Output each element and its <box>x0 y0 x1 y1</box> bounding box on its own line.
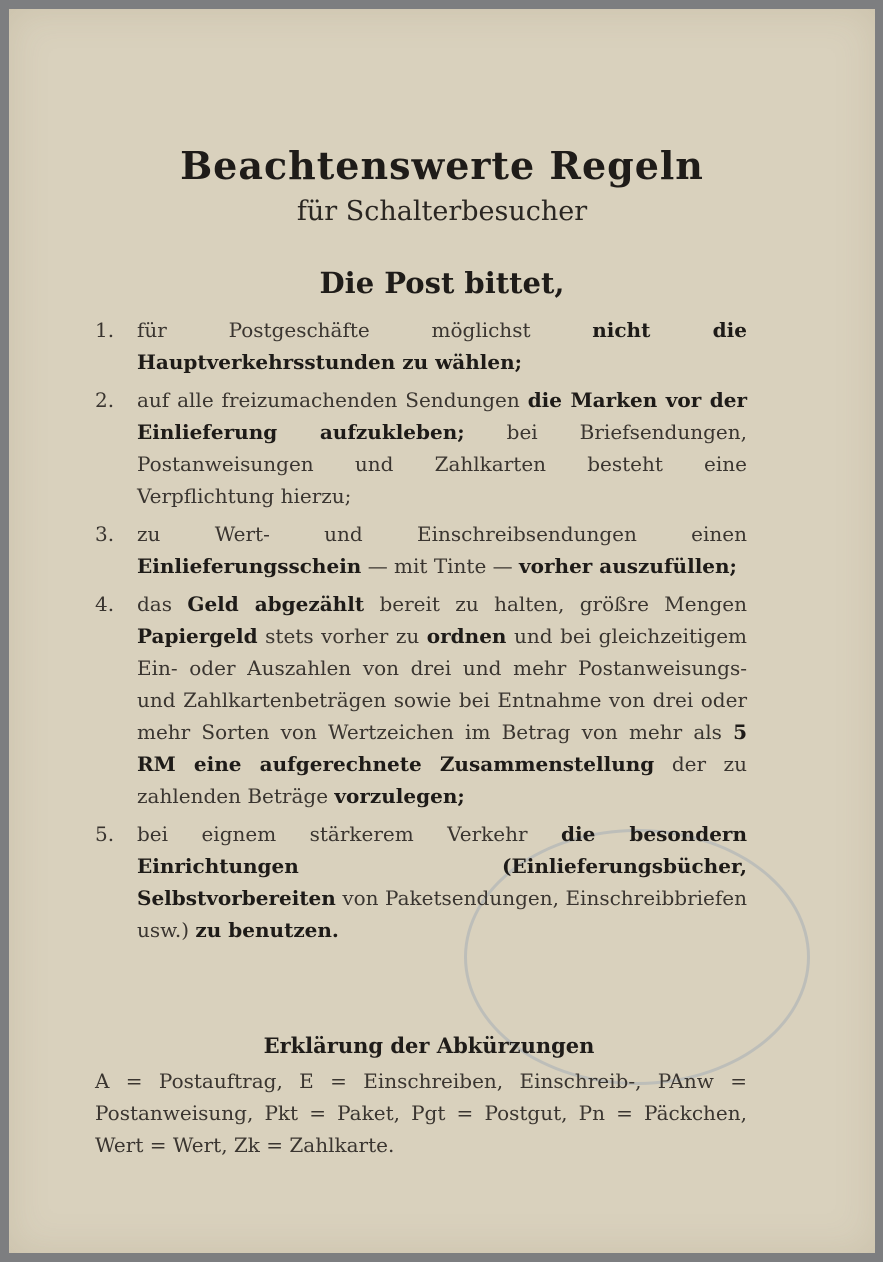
rule-text-part-bold: vorher auszufüllen; <box>519 554 737 578</box>
document-subtitle: für Schalterbesucher <box>296 196 588 227</box>
rule-text-part-bold: die Marken vor der Einlieferung aufzukleben; <box>137 388 748 444</box>
rule-text-part: von Paketsendungen, Einschreibbriefen usw.) <box>137 886 747 942</box>
rule-text <box>137 314 747 378</box>
rule-text-part: bereit zu halten, größre Mengen <box>364 592 747 616</box>
document-title: Beachtenswerte Regeln <box>180 143 704 188</box>
rule-text-part-bold: Geld abgezählt <box>187 592 365 616</box>
abbreviations-section <box>95 1029 747 1161</box>
rule-number: 3. <box>95 522 115 546</box>
document-sheet <box>9 9 875 1253</box>
rule-item-2 <box>95 384 747 512</box>
rule-number: 2. <box>95 388 115 412</box>
rule-item-5 <box>95 818 747 946</box>
rule-text <box>137 384 747 512</box>
abbreviations-text: A = Postauftrag, E = Einschreiben, Einschreib-, PAnw = Postanweisung, Pkt = Paket, Pgt = Postgut, Pn = Päckchen, Wert = Wert, Zk = Zahlkarte. <box>95 1069 747 1157</box>
rules-list <box>95 314 747 952</box>
rule-text-part: bei eignem stärkerem Verkehr <box>137 822 562 846</box>
rule-text-part: bei Briefsendungen, Postanweisungen und Zahlkarten besteht eine Verpflichtung hierzu; <box>137 420 747 508</box>
rule-text <box>137 518 747 582</box>
rule-text-part-bold: 5 RM eine aufgerechnete Zusammenstellung <box>137 720 747 776</box>
rule-text-part: — mit Tinte — <box>361 554 520 578</box>
document-content <box>9 9 875 1253</box>
rule-item-1 <box>95 314 747 378</box>
rule-text-part-bold: ordnen <box>426 624 507 648</box>
rule-number: 4. <box>95 592 115 616</box>
rule-text <box>137 588 747 812</box>
rule-text-part-bold: die besondern Einrichtungen (Einlieferungsbücher, Selbstvorbereiten <box>137 822 748 910</box>
rule-text <box>137 818 747 946</box>
rule-text-part-bold: vorzulegen; <box>334 784 465 808</box>
rule-text-part: das <box>137 592 188 616</box>
rule-text-part: und bei gleichzeitigem Ein- oder Auszahlen von drei und mehr Postanweisungs- und Zahlkartenbeträgen sowie bei Entnahme von drei oder mehr Sorten von Wertzeichen im Betrag von mehr als <box>137 624 747 744</box>
rule-number: 5. <box>95 822 115 846</box>
rule-text-part-bold: zu benutzen. <box>195 918 339 942</box>
rule-text-part-bold: nicht die Hauptverkehrsstunden zu wählen; <box>137 318 747 374</box>
rule-text-part: der zu zahlenden Beträge <box>137 752 747 808</box>
rule-text-part: für Postgeschäfte möglichst <box>137 318 593 342</box>
rule-text-part-bold: Einlieferungsschein <box>137 554 362 578</box>
section-heading: Die Post bittet, <box>319 266 565 300</box>
abbreviations-title: Erklärung der Abkürzungen <box>263 1033 595 1058</box>
rule-text-part: stets vorher zu <box>257 624 427 648</box>
rule-item-3 <box>95 518 747 582</box>
rule-text-part-bold: Papiergeld <box>137 624 258 648</box>
rule-item-4 <box>95 588 747 812</box>
rule-text-part: zu Wert- und Einschreibsendungen einen <box>137 522 747 546</box>
rule-text-part: auf alle freizumachenden Sendungen <box>137 388 528 412</box>
rule-number: 1. <box>95 318 115 342</box>
